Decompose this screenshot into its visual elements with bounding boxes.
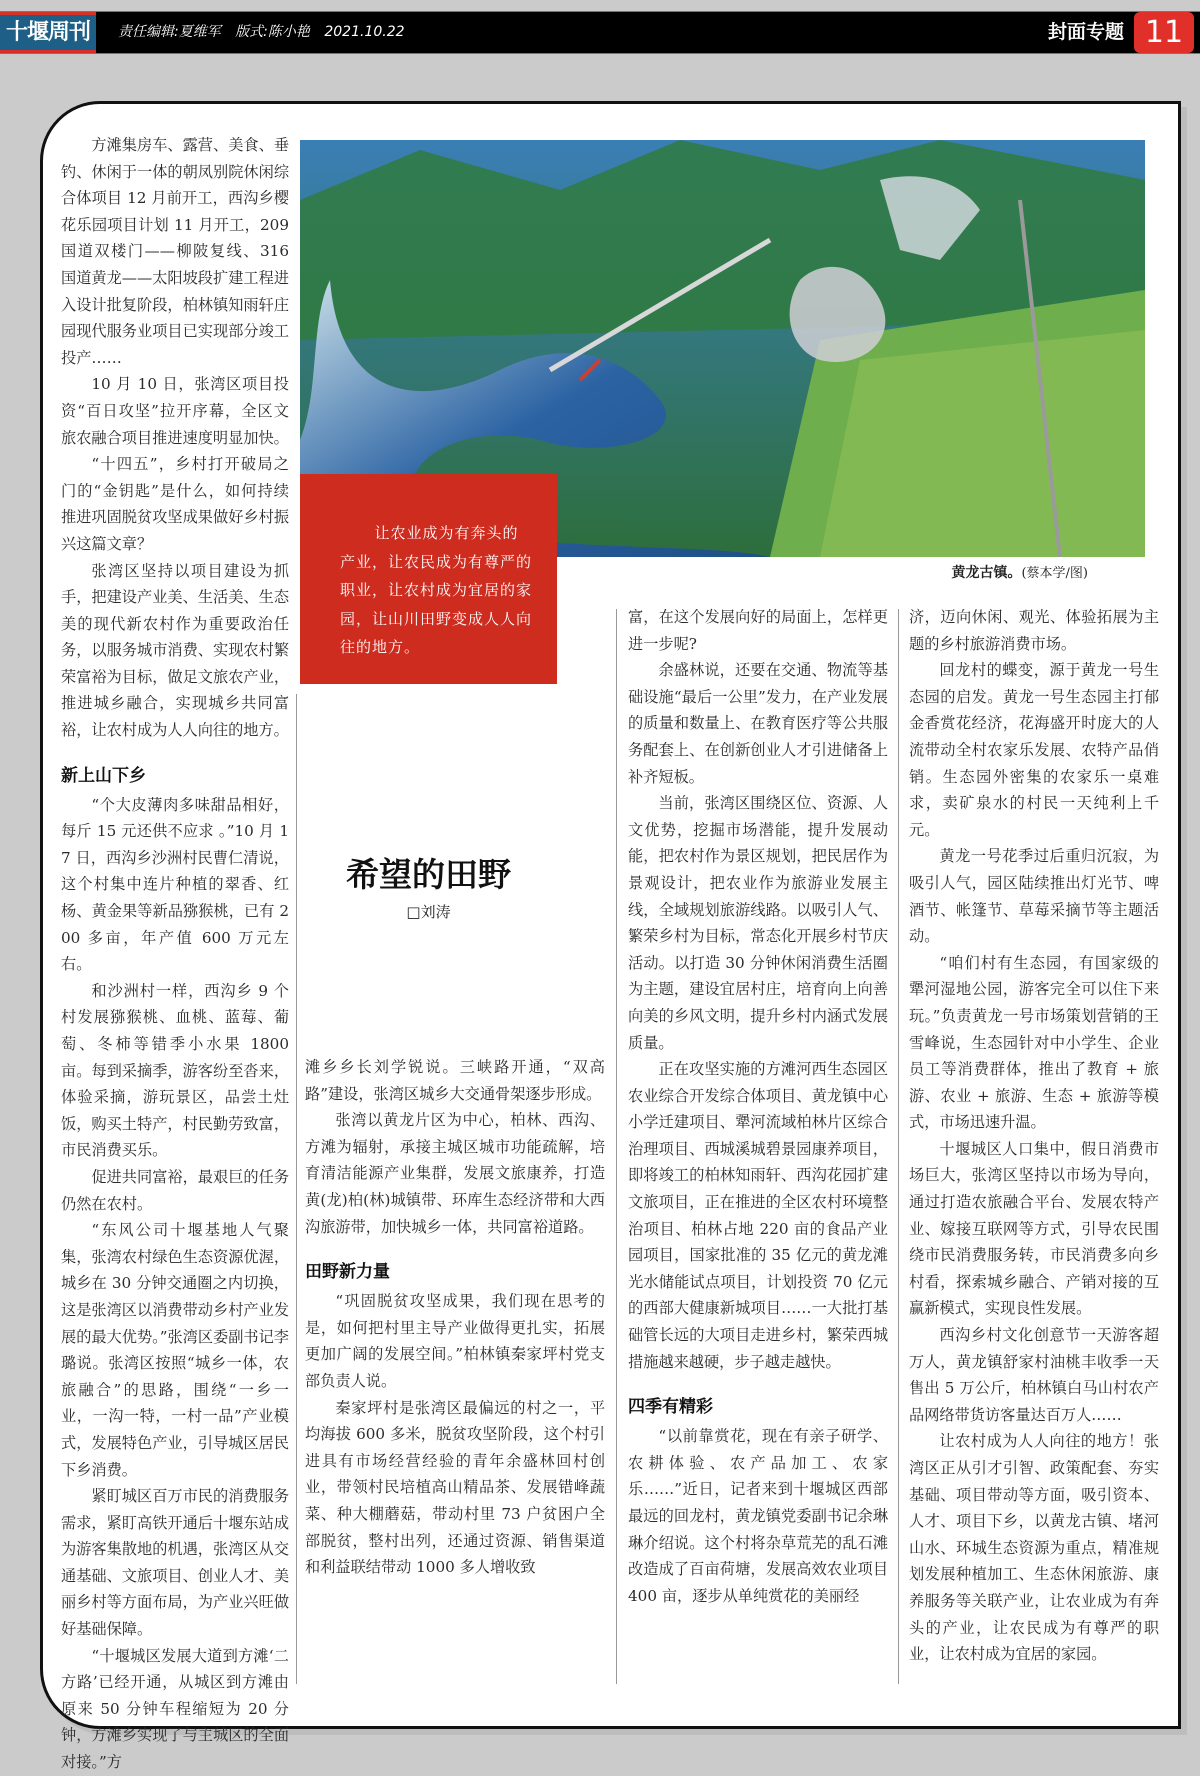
- body-paragraph: 紧盯城区百万市民的消费服务需求，紧盯高铁开通后十堰东站成为游客集散地的机遇，张湾区从交通基础、文旅项目、创业人才、美丽乡村等方面布局，为产业兴旺做好基础保障。: [61, 1487, 289, 1639]
- body-paragraph: 回龙村的蝶变，源于黄龙一号生态园的启发。黄龙一号生态园主打郁金香赏花经济，花海盛开时庞大的人流带动全村农家乐发展、农特产品俏销。生态园外密集的农家乐一桌难求，卖矿泉水的村民一天纯利上千元。: [909, 661, 1159, 839]
- section-heading: 田野新力量: [305, 1262, 390, 1283]
- body-paragraph: 富，在这个发展向好的局面上，怎样更进一步呢?: [628, 608, 888, 653]
- layout-credit: 版式:陈小艳: [235, 24, 310, 40]
- body-paragraph: “东风公司十堰基地人气聚集，张湾农村绿色生态资源优渥，城乡在 30 分钟交通圈之内切换，这是张湾区以消费带动乡村产业发展的最大优势。”张湾区委副书记李璐说。张湾区按照“城乡一体，农旅融合”的思路，围绕“一乡一业，一沟一特，一村一品”产业模式，发展特色产业，引导城区居民下乡消费。: [61, 1221, 289, 1479]
- column-1: [61, 132, 289, 1776]
- body-paragraph: 张湾区坚持以项目建设为抓手，把建设产业美、生活美、生态美的现代新农村作为重要政治任务，以服务城市消费、实现农村繁荣富裕为目标，做足文旅农产业，推进城乡融合，实现城乡共同富裕，让农村成为人人向往的地方。: [61, 561, 289, 740]
- body-paragraph: 余盛林说，还要在交通、物流等基础设施“最后一公里”发力，在产业发展的质量和数量上、在教育医疗等公共服务配套上、在创新创业人才引进储备上补齐短板。: [628, 661, 888, 786]
- body-paragraph: “十四五”，乡村打开破局之门的“金钥匙”是什么，如何持续推进巩固脱贫攻坚成果做好乡村振兴这篇文章？: [61, 455, 289, 553]
- body-paragraph: 正在攻坚实施的方滩河西生态园区农业综合开发综合体项目、黄龙镇中心小学迁建项目、犟河流域柏林片区综合治理项目、西城溪城碧景园康养项目，即将竣工的柏林知雨轩、西沟花园扩建文旅项目，正在推进的全区农村环境整治项目、柏林占地 220 亩的食品产业园项目，国家批准的 35 亿元的黄龙滩光水储能试点项目，计划投资 70 亿元的西部大健康新城项目……一大批打基础管长远的大项目走进乡村，繁荣西城措施越来越硬，步子越走越快。: [628, 1060, 888, 1371]
- section-name: 封面专题: [1047, 21, 1124, 43]
- body-paragraph: “十堰城区发展大道到方滩‘二方路’已经开通，从城区到方滩由原来 50 分钟车程缩短为 20 分钟，方滩乡实现了与主城区的全面对接。”方: [61, 1646, 289, 1772]
- article-byline: □刘涛: [406, 903, 451, 921]
- article-title: 希望的田野: [346, 855, 511, 894]
- pull-quote-box: [300, 474, 557, 684]
- body-paragraph: “巩固脱贫攻坚成果，我们现在思考的是，如何把村里主导产业做得更扎实，拓展更加广阔的发展空间。”柏林镇秦家坪村党支部负责人说。: [305, 1292, 605, 1390]
- editor-credits: [118, 12, 415, 53]
- body-paragraph: 10 月 10 日，张湾区项目投资“百日攻坚”拉开序幕，全区文旅农融合项目推进速度明显加快。: [61, 375, 289, 447]
- body-paragraph: 当前，张湾区围绕区位、资源、人文优势，挖掘市场潜能，提升发展动能，把农村作为景区规划，把民居作为景观设计，把农业作为旅游业发展主线，全域规划旅游线路。以吸引人气、繁荣乡村为目标，常态化开展乡村节庆活动。以打造 30 分钟休闲消费生活圈为主题，建设宜居村庄，培育向上向善向美的乡风文明，提升乡村内涵式发展质量。: [628, 794, 888, 1052]
- pull-quote-text: 让农业成为有奔头的产业，让农民成为有尊严的职业，让农村成为宜居的家园，让山川田野变成人人向往的地方。: [340, 524, 533, 656]
- body-paragraph: 济，迈向休闲、观光、体验拓展为主题的乡村旅游消费市场。: [909, 608, 1159, 653]
- issue-date: 2021.10.22: [324, 24, 405, 40]
- article-frame: [40, 101, 1181, 1772]
- body-paragraph: 让农村成为人人向往的地方！张湾区正从引才引智、政策配套、夯实基础、项目带动等方面，吸引资本、人才、项目下乡，以黄龙古镇、堵河山水、环城生态资源为重点，精准规划发展种植加工、生态休闲旅游、康养服务等关联产业，让农业成为有奔头的产业，让农民成为有尊严的职业，让农村成为宜居的家园。: [909, 1432, 1159, 1664]
- body-paragraph: 方滩集房车、露营、美食、垂钓、休闲于一体的朝凤别院休闲综合体项目 12 月前开工，西沟乡樱花乐园项目计划 11 月开工，209 国道双楼门——柳陂复线、316 国道黄龙——太阳坡段扩建工程进入设计批复阶段，柏林镇知雨轩庄园现代服务业项目已实现部分竣工投产……: [61, 136, 289, 367]
- section-heading: 新上山下乡: [61, 765, 146, 786]
- page-number: 11: [1134, 12, 1194, 53]
- body-paragraph: 十堰城区人口集中，假日消费市场巨大，张湾区坚持以市场为导向，通过打造农旅融合平台、发展农特产业、嫁接互联网等方式，引导农民围绕市民消费服务转，市民消费多向乡村看，探索城乡融合、产销对接的互赢新模式，实现良性发展。: [909, 1139, 1159, 1318]
- editor-credit: 责任编辑:夏维军: [118, 24, 221, 40]
- page-header: [0, 11, 1200, 54]
- column-divider: [296, 694, 297, 1684]
- photo-caption-title: 黄龙古镇。: [951, 565, 1022, 581]
- photo-credit: (蔡本学/图): [1021, 566, 1088, 581]
- body-paragraph: 滩乡乡长刘学锐说。三峡路开通，“双高路”建设，张湾区城乡大交通骨架逐步形成。: [305, 1058, 605, 1103]
- column-3: [628, 604, 888, 1609]
- body-paragraph: 促进共同富裕，最艰巨的任务仍然在农村。: [61, 1167, 289, 1213]
- column-divider: [898, 609, 899, 1684]
- body-paragraph: 秦家坪村是张湾区最偏远的村之一，平均海拔 600 多米，脱贫攻坚阶段，这个村引进具有市场经营经验的青年余盛林回村创业，带领村民培植高山精品茶、发展错峰蔬菜、种大棚蘑菇，带动村里 73 户贫困户全部脱贫，整村出列，还通过资源、销售渠道和利益联结带动 1000 多人增收致: [305, 1398, 605, 1577]
- body-paragraph: 张湾以黄龙片区为中心，柏林、西沟、方滩为辐射，承接主城区城市功能疏解，培育清洁能源产业集群，发展文旅康养，打造黄(龙)柏(林)城镇带、环库生态经济带和大西沟旅游带，加快城乡一体，共同富裕道路。: [305, 1111, 605, 1236]
- column-divider: [616, 609, 617, 1684]
- body-paragraph: “以前靠赏花，现在有亲子研学、农耕体验、农产品加工、农家乐……”近日，记者来到十堰城区西部最远的回龙村，黄龙镇党委副书记余琳琳介绍说。这个村将杂草荒芜的乱石滩改造成了百亩荷塘，发展高效农业项目 400 亩，逐步从单纯赏花的美丽经: [628, 1427, 888, 1605]
- body-paragraph: 和沙洲村一样，西沟乡 9 个村发展猕猴桃、血桃、蓝莓、葡萄、冬柿等错季小水果 1800 亩。每到采摘季，游客纷至沓来，体验采摘，游玩景区，品尝土灶饭，购买土特产，村民勤劳致富，市民消费买乐。: [61, 981, 289, 1160]
- body-paragraph: “咱们村有生态园，有国家级的犟河湿地公园，游客完全可以住下来玩。”负责黄龙一号市场策划营销的王雪峰说，生态园针对中小学生、企业员工等消费群体，推出了教育 + 旅游、农业 + 旅游、生态 + 旅游等模式，市场迅速升温。: [909, 953, 1159, 1132]
- photo-caption: [951, 562, 1088, 582]
- section-heading: 四季有精彩: [628, 1397, 713, 1418]
- body-paragraph: “个大皮薄肉多味甜品相好，每斤 15 元还供不应求 。”10 月 17 日，西沟乡沙洲村民曹仁清说，这个村集中连片种植的翠香、红杨、黄金果等新品猕猴桃，已有 200 多亩，年产值 600 万元左右。: [61, 795, 289, 974]
- column-4: [909, 604, 1159, 1668]
- body-paragraph: 西沟乡村文化创意节一天游客超万人，黄龙镇舒家村油桃丰收季一天售出 5 万公斤，柏林镇白马山村农产品网络带货访客量达百万人……: [909, 1326, 1159, 1424]
- body-paragraph: 黄龙一号花季过后重归沉寂，为吸引人气，园区陆续推出灯光节、啤酒节、帐篷节、草莓采摘节等主题活动。: [909, 847, 1159, 946]
- column-2: [305, 1054, 605, 1581]
- masthead-logo: 十堰周刊: [0, 12, 96, 53]
